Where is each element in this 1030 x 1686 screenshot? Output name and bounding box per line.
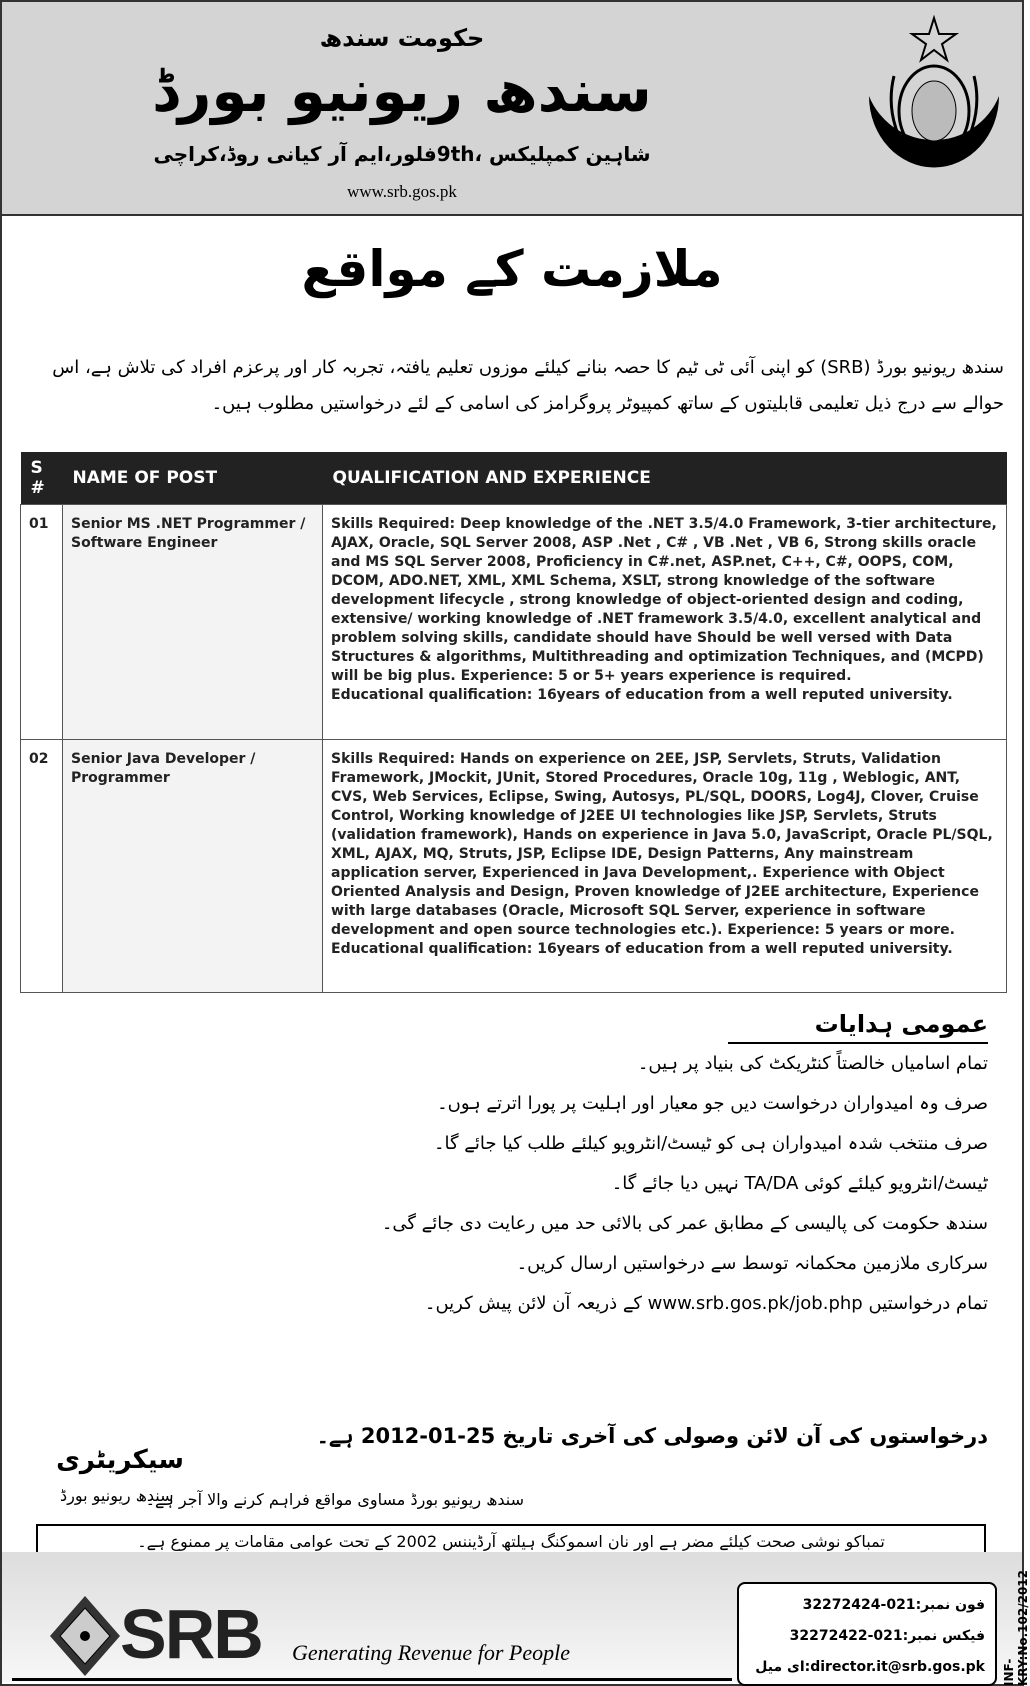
contact-box <box>737 1582 997 1686</box>
general-instructions <box>188 1010 988 1324</box>
deadline-text: درخواستوں کی آن لائن وصولی کی آخری تاریخ 25-01-2012 ہے۔ <box>316 1424 988 1448</box>
address: شاہین کمپلیکس ،9thفلور،ایم آر کیانی روڈ،کراچی <box>153 142 651 166</box>
intro-text: سندھ ریونیو بورڈ (SRB) کو اپنی آئی ٹی ٹیم کا حصہ بنانے کیلئے موزوں تعلیم یافتہ، تجربہ کار اور پرعزم افراد کی تلاش ہے، اس حوالے سے درج ذیل تعلیمی قابلیتوں کے ساتھ کمپیوٹر پروگرامز کی اسامی کے لئے درخواستیں مطلوب ہیں۔ <box>52 357 1004 414</box>
tobacco-notice: تمباکو نوشی صحت کیلئے مضر ہے اور نان اسموکنگ ہیلتھ آرڈیننس 2002 کے تحت عوامی مقامات پر ممنوع ہے۔ <box>36 1524 986 1560</box>
instruction-item: سندھ حکومت کی پالیسی کے مطابق عمر کی بالائی حد میں رعایت دی جائے گی۔ <box>381 1213 988 1234</box>
skills-text: Skills Required: Hands on experience on 2EE, JSP, Servlets, Struts, Validation Framework, JMockit, JUnit, Stored Procedures, Oracle 10g, 11g , Weblogic, ANT, CVS, Web Services, Eclipse, Swing, Autosys, PL/SQL, DOORS, Log4J, Clover, Cruise Control, Working knowledge of J2EE UI technologies like JSP, Servlets, Struts (validation framework), Hands on experience in Java 5.0, JavaScript, Oracle PL/SQL, XML, AJAX, MQ, Struts, JSP, Eclipse IDE, Design Patterns, Any mainstream application server, Experienced in Java Development,. Experience with Object Oriented Analysis and Design, Proven knowledge of J2EE architecture, Experience with large databases (Oracle, Microsoft SQL Server, experience in software development and open source technologies etc.). Experience: 5 years or more. <box>331 751 993 938</box>
row-sn: 02 <box>21 740 63 993</box>
col-post: NAME OF POST <box>63 452 323 505</box>
reference-number: INF-KRY:No.102/2012 <box>1002 1569 1030 1686</box>
table-row <box>21 505 1007 740</box>
col-qualification: QUALIFICATION AND EXPERIENCE <box>323 452 1007 505</box>
signature-org: سندھ ریونیو بورڈ <box>60 1486 174 1505</box>
srb-logo-text: SRB <box>120 1595 262 1673</box>
fax-number: فیکس نمبر:021-32272422 <box>789 1628 985 1644</box>
footer <box>2 1552 1022 1682</box>
education-text: Educational qualification: 16years of education from a well reputed university. <box>331 941 953 957</box>
row-sn: 01 <box>21 505 63 740</box>
website-link[interactable]: www.srb.gos.pk <box>347 182 457 201</box>
board-name: سندھ ریونیو بورڈ <box>152 57 652 125</box>
instructions-heading: عمومی ہدایات <box>728 1010 988 1044</box>
sindh-government-seal-icon <box>854 16 1014 196</box>
instruction-item: سرکاری ملازمین محکمانہ توسط سے درخواستیں ارسال کریں۔ <box>516 1253 988 1274</box>
srb-diamond-logo-icon <box>50 1596 120 1676</box>
footer-divider <box>12 1678 732 1681</box>
equal-opportunity-text: سندھ ریونیو بورڈ مساوی مواقع فراہم کرنے والا آجر ہے۔ <box>145 1490 524 1509</box>
signature-title: سیکریٹری <box>56 1445 184 1475</box>
row-post: Senior MS .NET Programmer / Software Engineer <box>63 505 323 740</box>
instruction-item-online[interactable]: تمام درخواستیں www.srb.gos.pk/job.php کے ذریعہ آن لائن پیش کریں۔ <box>424 1293 988 1314</box>
page-title: ملازمت کے مواقع <box>301 240 723 298</box>
instruction-item: ٹیسٹ/انٹرویو کیلئے کوئی TA/DA نہیں دیا جائے گا۔ <box>611 1173 988 1194</box>
instruction-item: تمام اسامیاں خالصتاً کنٹریکٹ کی بنیاد پر ہیں۔ <box>637 1053 988 1074</box>
skills-text: Skills Required: Deep knowledge of the .NET 3.5/4.0 Framework, 3-tier architecture, AJAX, Oracle, SQL Server 2008, ASP .Net , C# , VB .Net , VB 6, Strong skills oracle and MS SQL Server 2008, Proficiency in C#.net, ASP.net, C++, C#, OOPS, COM, DCOM, ADO.NET, XML, XML Schema, XSLT, strong knowledge of the software development lifecycle , strong knowledge of object-oriented design and coding, extensive/ working knowledge of .NET framework 3.5/4.0, excellent analytical and problem solving skills, candidate should have Should be well versed with Data Structures & algorithms, Multithreading and optimization Techniques, and (MCPD) will be big plus. Experience: 5 or 5+ years experience is required. <box>331 516 997 684</box>
table-row <box>21 740 1007 993</box>
email-link[interactable]: ای میل:director.it@srb.gos.pk <box>755 1659 985 1675</box>
header <box>2 2 1022 216</box>
row-qualification <box>323 740 1007 993</box>
instruction-item: صرف وہ امیدواران درخواست دیں جو معیار اور اہلیت پر پورا اترتے ہوں۔ <box>437 1093 988 1114</box>
instruction-item: صرف منتخب شدہ امیدواران ہی کو ٹیسٹ/انٹرویو کیلئے طلب کیا جائے گا۔ <box>433 1133 988 1154</box>
slogan: Generating Revenue for People <box>292 1640 570 1665</box>
education-text: Educational qualification: 16years of education from a well reputed university. <box>331 687 953 703</box>
table-header <box>21 452 1007 505</box>
government-label: حکومت سندھ <box>319 24 485 52</box>
row-qualification <box>323 505 1007 740</box>
col-sn: S # <box>21 452 63 505</box>
phone-number: فون نمبر:021-32272424 <box>802 1597 985 1613</box>
jobs-table <box>20 452 1007 993</box>
row-post: Senior Java Developer / Programmer <box>63 740 323 993</box>
